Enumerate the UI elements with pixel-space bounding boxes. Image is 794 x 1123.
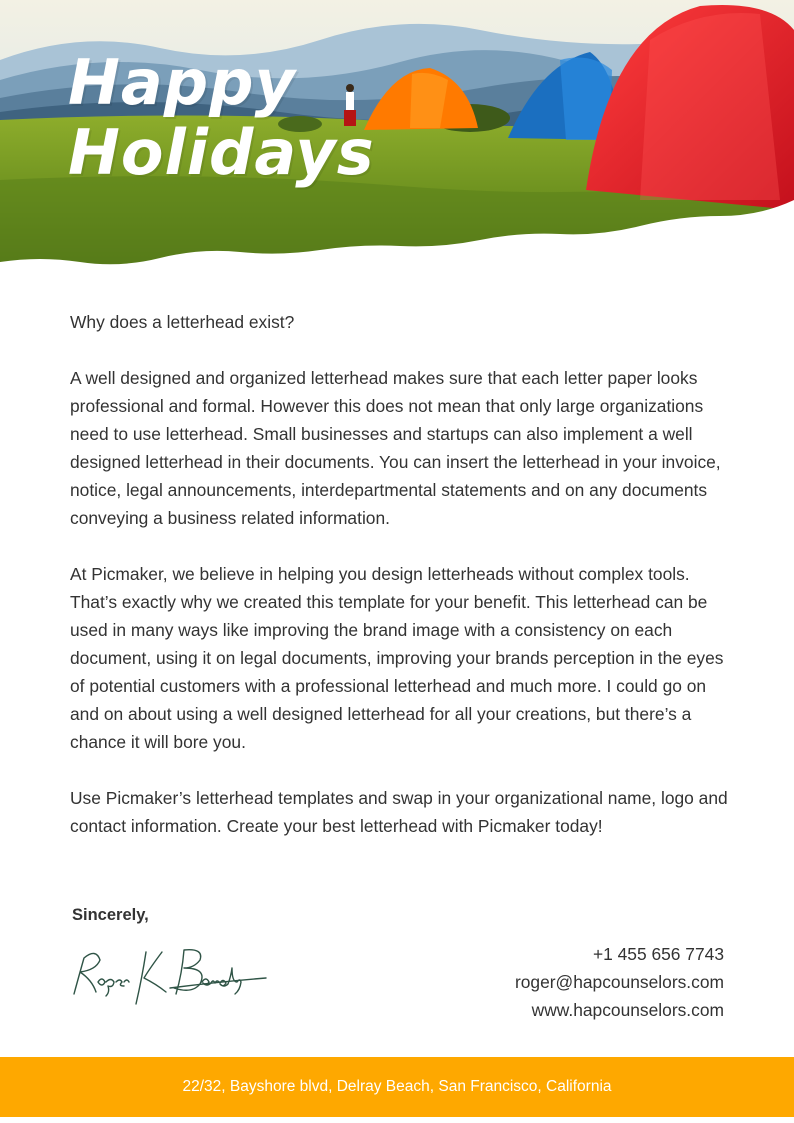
body-paragraph: At Picmaker, we believe in helping you design letterheads without complex tools. That’s exactly why we created this template for your benefit. This letterhead can be used in many ways like improving the brand image with a consistency on each document, using it on legal documents, improving your brands perception in the eyes of potential customers with a professional letterhead and much more. I could go on and on about using a well designed letterhead for all your creations, but there’s a chance it will bore you. [70, 564, 724, 752]
body-paragraph: Use Picmaker’s letterhead templates and swap in your organizational name, logo and contact information. Create your best letterhead with Picmaker today! [70, 788, 728, 836]
signature-image [66, 938, 286, 1010]
footer-bar [0, 1057, 794, 1117]
body-paragraph: A well designed and organized letterhead makes sure that each letter paper looks professional and formal. However this does not mean that only large organizations need to use letterhead. Small businesses and startups can also implement a well designed letterhead in their documents. You can insert the letterhead in your invoice, notice, legal announcements, interdepartmental statements and on any documents conveying a business related information. [70, 368, 721, 528]
body-paragraph: Why does a letterhead exist? [70, 312, 295, 332]
contact-phone[interactable]: +1 455 656 7743 [592, 944, 724, 964]
headline [68, 48, 375, 188]
headline-line-2: Holidays [68, 116, 375, 189]
letter-body [70, 308, 730, 868]
closing-salutation: Sincerely, [72, 906, 149, 924]
header-banner [0, 0, 794, 270]
contact-block [515, 940, 724, 1024]
contact-email[interactable]: roger@hapcounselors.com [514, 972, 724, 992]
contact-website[interactable]: www.hapcounselors.com [531, 1000, 724, 1020]
footer-address: 22/32, Bayshore blvd, Delray Beach, San Francisco, California [182, 1078, 612, 1095]
headline-line-1: Happy [68, 46, 296, 119]
